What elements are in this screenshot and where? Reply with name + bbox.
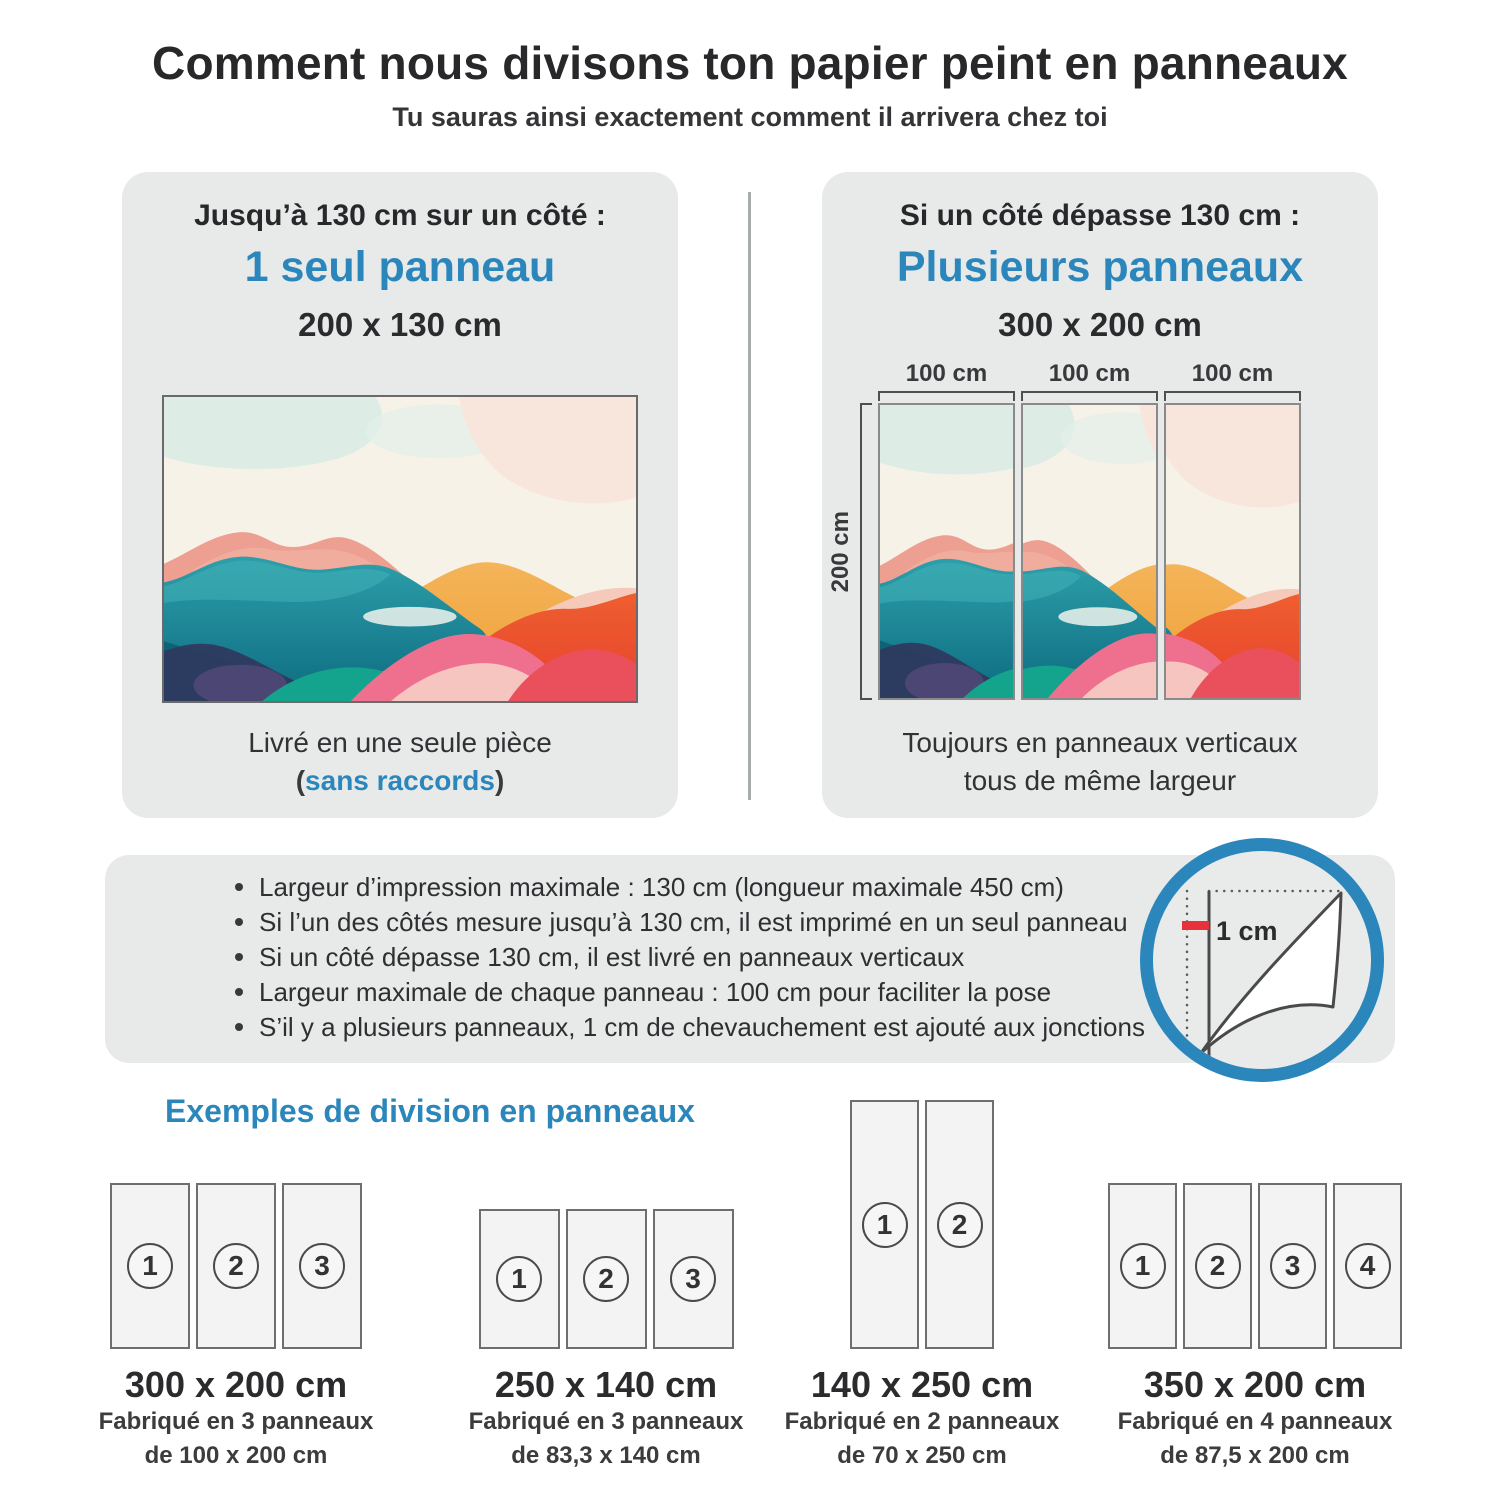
multi-result-text: Plusieurs panneaux	[896, 243, 1304, 291]
bullet-list	[235, 871, 1145, 1046]
panel-slice-1	[878, 403, 1015, 700]
overlap-red-marker	[1182, 921, 1209, 930]
panel-number-badge: 3	[670, 1256, 716, 1302]
panel	[479, 1209, 560, 1349]
multi-panel-card-header	[822, 194, 1378, 350]
panel	[850, 1100, 919, 1349]
watercolor-artwork	[164, 397, 636, 701]
example-panels	[110, 1183, 362, 1349]
overlap-illustration-icon	[1153, 851, 1371, 1069]
example-140x250	[752, 1100, 1092, 1473]
width-bracket-3	[1164, 391, 1301, 401]
panel-number-badge: 1	[1120, 1243, 1166, 1289]
list-item: Largeur d’impression maximale : 130 cm (longueur maximale 450 cm)	[235, 871, 1145, 906]
example-300x200	[66, 1183, 406, 1473]
single-panel-card-header	[122, 194, 678, 350]
example-panels	[850, 1100, 994, 1349]
bullet-icon	[235, 918, 243, 926]
panel	[1183, 1183, 1252, 1349]
bullet-icon	[235, 953, 243, 961]
panel-number-badge: 1	[496, 1256, 542, 1302]
examples-heading: Exemples de division en panneaux	[165, 1093, 695, 1129]
paren-open: (	[295, 765, 306, 796]
multi-caption	[822, 724, 1378, 800]
panel	[1333, 1183, 1402, 1349]
panel	[1108, 1183, 1177, 1349]
example-description-line2: de 70 x 250 cm	[837, 1442, 1007, 1469]
panel-number-badge: 2	[1195, 1243, 1241, 1289]
height-bracket	[860, 403, 870, 700]
example-description-line1: Fabriqué en 4 panneaux	[1117, 1408, 1393, 1435]
multi-size-text: 300 x 200 cm	[998, 306, 1202, 343]
list-item: Largeur maximale de chaque panneau : 100 cm pour faciliter la pose	[235, 976, 1145, 1011]
panel-number-badge: 2	[937, 1202, 983, 1248]
panel	[1258, 1183, 1327, 1349]
example-size: 300 x 200 cm	[124, 1364, 348, 1405]
panel	[566, 1209, 647, 1349]
panel-number-badge: 1	[127, 1243, 173, 1289]
panel	[282, 1183, 362, 1349]
single-caption	[122, 724, 678, 800]
paren-close: )	[494, 765, 505, 796]
width-label-2: 100 cm	[1048, 360, 1131, 387]
panel-number-badge: 3	[1270, 1243, 1316, 1289]
example-size: 250 x 140 cm	[494, 1364, 718, 1405]
multi-caption-line1: Toujours en panneaux verticaux	[902, 727, 1298, 758]
width-labels	[878, 360, 1302, 388]
list-item: Si un côté dépasse 130 cm, il est livré en panneaux verticaux	[235, 941, 1145, 976]
single-panel-image	[162, 395, 638, 703]
width-bracket-2	[1021, 391, 1158, 401]
single-result-text: 1 seul panneau	[244, 243, 556, 291]
example-description-line2: de 83,3 x 140 cm	[511, 1442, 701, 1469]
watercolor-slice-2	[1023, 405, 1156, 698]
example-panels	[479, 1209, 734, 1349]
panel-number-badge: 2	[583, 1256, 629, 1302]
width-label-3: 100 cm	[1191, 360, 1274, 387]
example-description-line1: Fabriqué en 2 panneaux	[784, 1408, 1060, 1435]
page-title: Comment nous divisons ton papier peint en panneaux	[152, 37, 1348, 89]
example-description-line1: Fabriqué en 3 panneaux	[468, 1408, 744, 1435]
single-size-text: 200 x 130 cm	[298, 306, 502, 343]
example-panels	[1108, 1183, 1402, 1349]
width-brackets	[878, 391, 1302, 401]
panel	[196, 1183, 276, 1349]
multi-panel-image	[878, 403, 1301, 700]
bullet-icon	[235, 988, 243, 996]
single-panel-card	[122, 172, 678, 818]
panel-slice-3	[1164, 403, 1301, 700]
panel	[653, 1209, 734, 1349]
example-250x140	[436, 1209, 776, 1473]
example-350x200	[1085, 1183, 1425, 1473]
watercolor-slice-1	[880, 405, 1013, 698]
multi-caption-line2: tous de même largeur	[963, 765, 1237, 796]
panel-number-badge: 4	[1345, 1243, 1391, 1289]
single-caption-line1: Livré en une seule pièce	[248, 727, 552, 758]
width-label-1: 100 cm	[905, 360, 988, 387]
overlap-badge	[1140, 838, 1384, 1082]
panel-slice-2	[1021, 403, 1158, 700]
example-description-line2: de 100 x 200 cm	[144, 1442, 328, 1469]
example-description-line2: de 87,5 x 200 cm	[1160, 1442, 1350, 1469]
example-size: 350 x 200 cm	[1143, 1364, 1367, 1405]
example-description-line1: Fabriqué en 3 panneaux	[98, 1408, 374, 1435]
single-caption-line2	[122, 762, 678, 800]
watercolor-slice-3	[1166, 405, 1299, 698]
list-item: Si l’un des côtés mesure jusqu’à 130 cm, il est imprimé en un seul panneau	[235, 906, 1145, 941]
panel-number-badge: 3	[299, 1243, 345, 1289]
height-label: 200 cm	[827, 510, 854, 593]
overlap-label: 1 cm	[1216, 916, 1278, 946]
panel-number-badge: 1	[862, 1202, 908, 1248]
width-bracket-1	[878, 391, 1015, 401]
example-size: 140 x 250 cm	[810, 1364, 1034, 1405]
panel	[110, 1183, 190, 1349]
panel-number-badge: 2	[213, 1243, 259, 1289]
multi-panel-card	[822, 172, 1378, 818]
bullet-icon	[235, 883, 243, 891]
bullet-icon	[235, 1023, 243, 1031]
multi-condition-text: Si un côté dépasse 130 cm :	[899, 199, 1301, 232]
single-condition-text: Jusqu’à 130 cm sur un côté :	[194, 199, 606, 232]
panel	[925, 1100, 994, 1349]
vertical-divider	[748, 192, 751, 800]
page-subtitle: Tu sauras ainsi exactement comment il arrivera chez toi	[392, 102, 1108, 132]
single-caption-highlight: sans raccords	[305, 765, 495, 796]
list-item: S’il y a plusieurs panneaux, 1 cm de chevauchement est ajouté aux jonctions	[235, 1011, 1145, 1046]
